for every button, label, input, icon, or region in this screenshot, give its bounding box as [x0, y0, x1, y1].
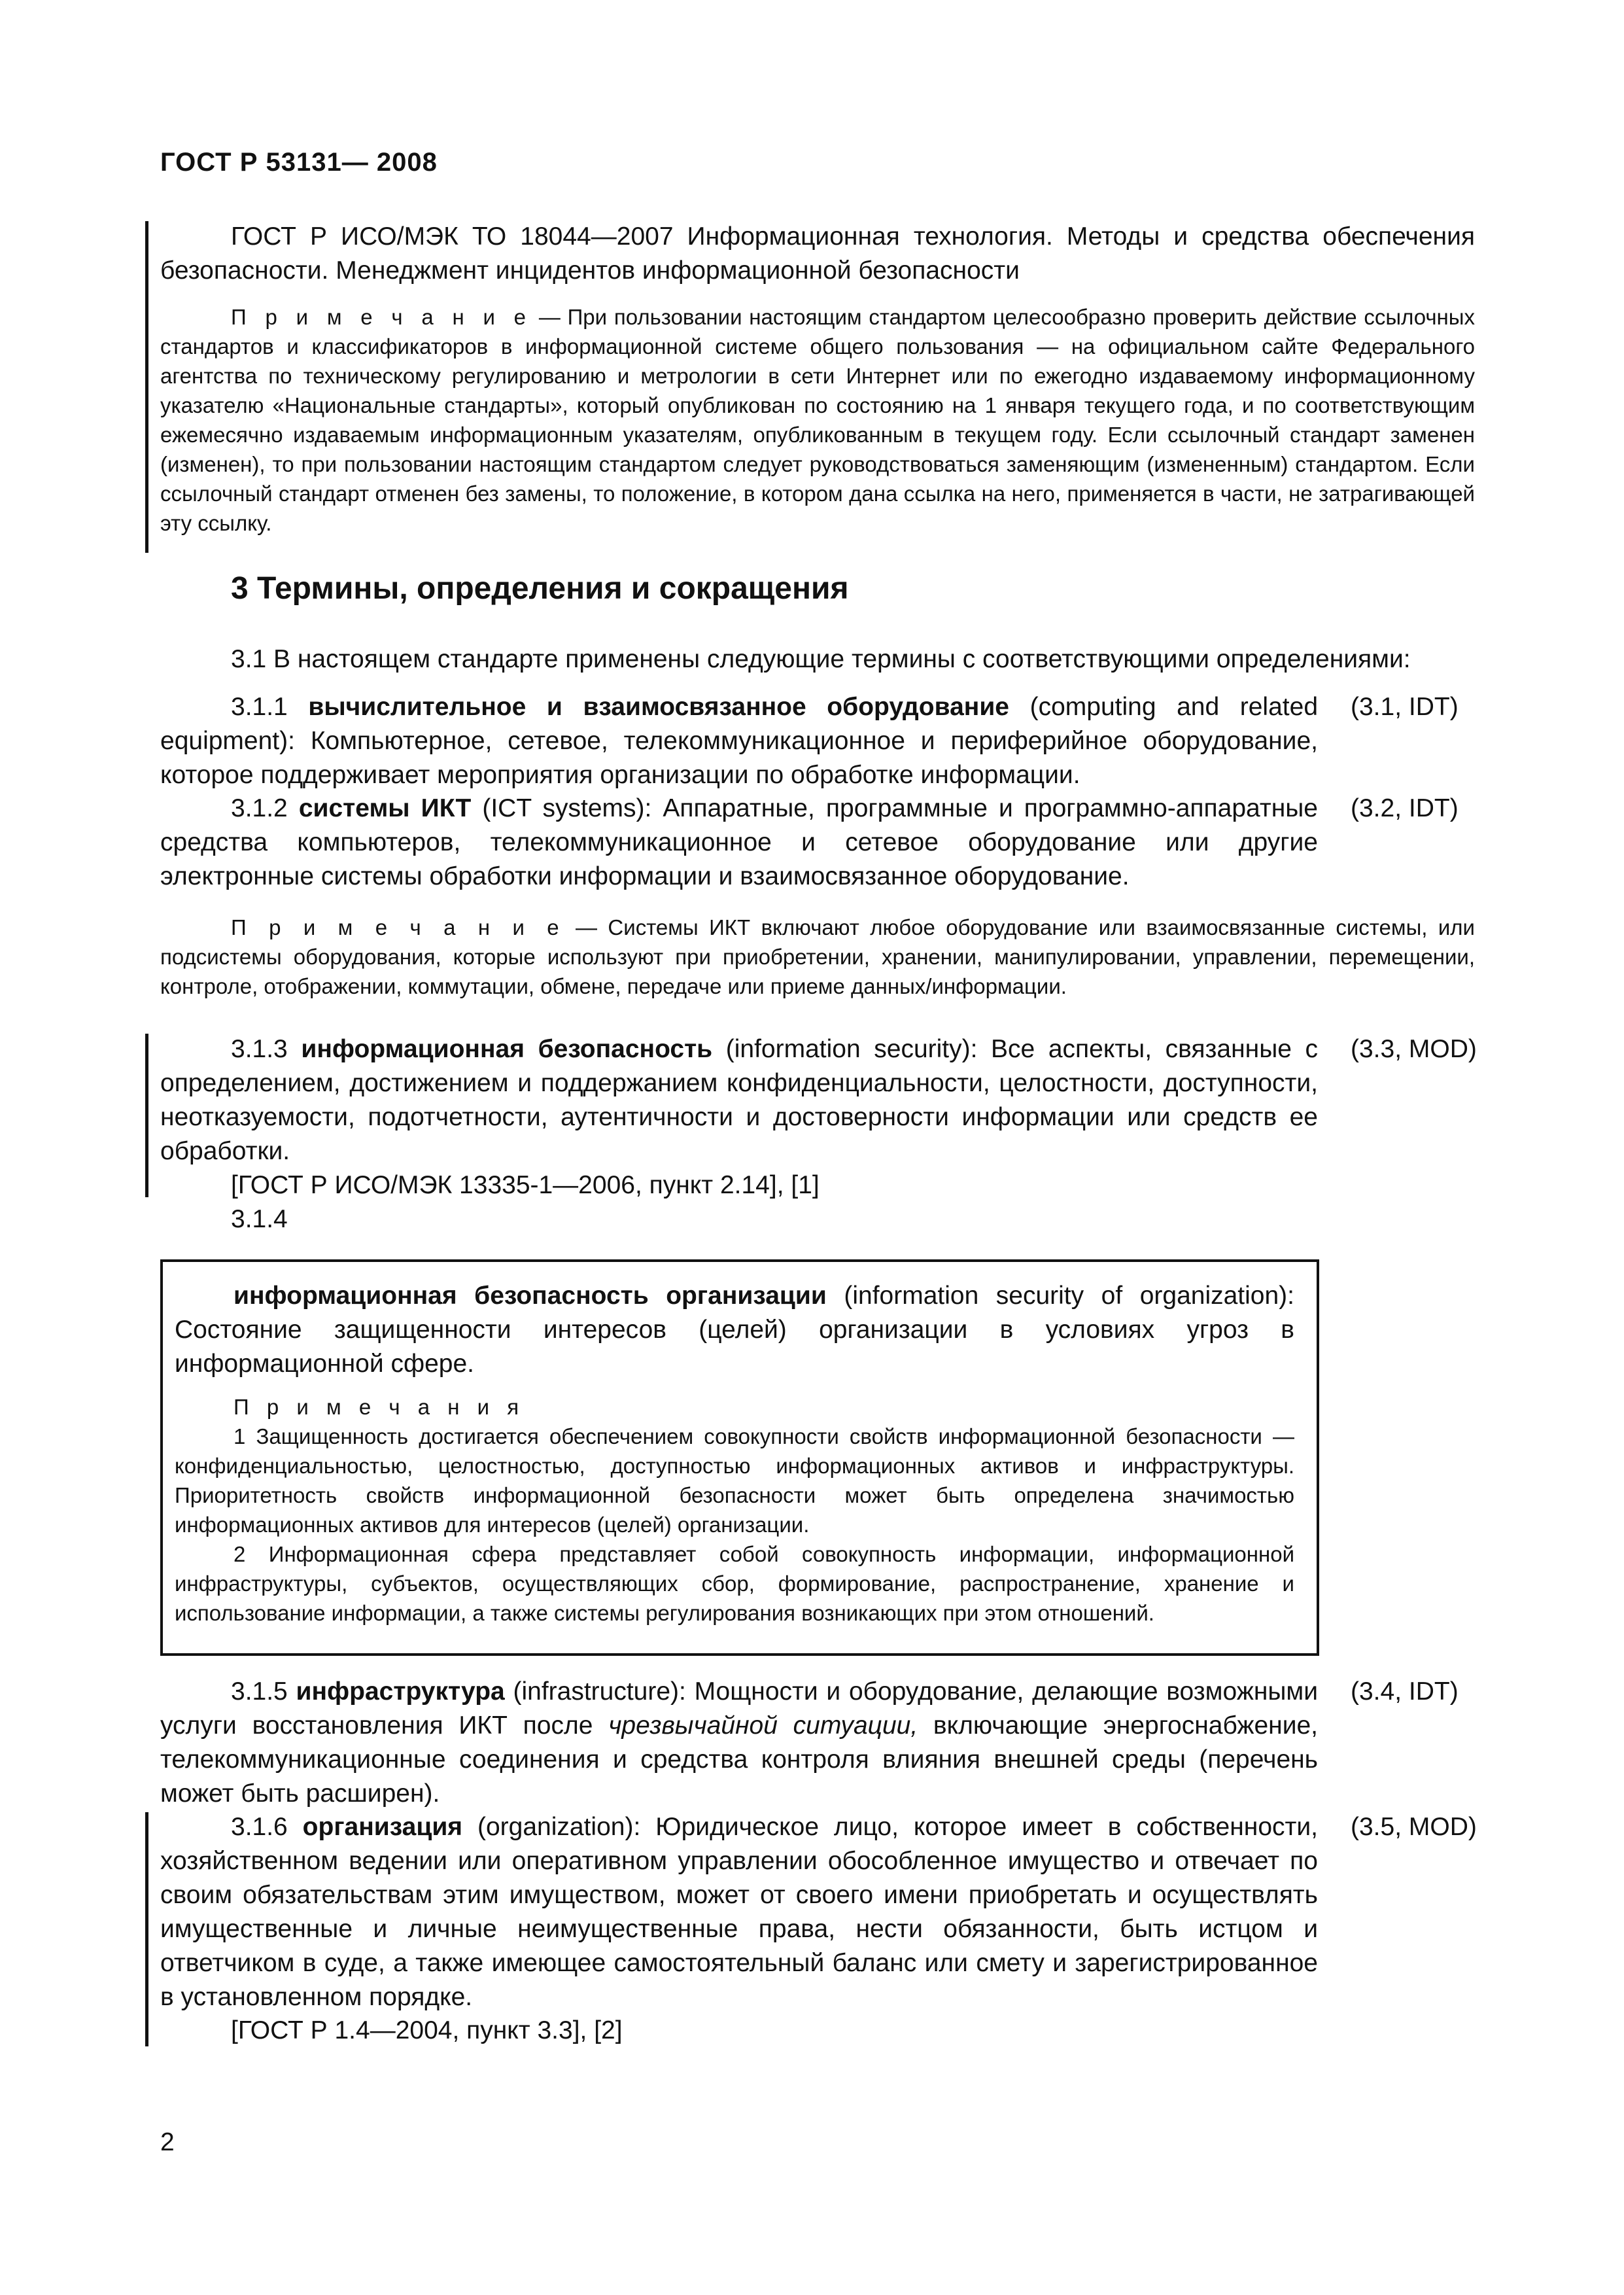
section-title: 3 Термины, определения и сокращения	[231, 571, 849, 606]
note-label: П р и м е ч а н и е	[231, 305, 532, 329]
term-3-1-4-number: 3.1.4	[231, 1205, 288, 1233]
term-name: инфраструктура	[296, 1677, 505, 1706]
term-name: организация	[302, 1813, 463, 1841]
term-3-1-3: 3.1.3 информационная безопасность (information security): Все аспекты, связанные с определением, достижением и поддержанием конфиденциальности, целостности, доступности, неотказуемости, подотчетности, аутентичности и достоверности информации или средств ее обработки. (3.3, MOD)	[160, 1032, 1475, 1168]
term-name: вычислительное и взаимосвязанное оборудование	[308, 693, 1009, 721]
term-3-1-2: 3.1.2 системы ИКТ (ICT systems): Аппаратные, программные и программно-аппаратные средства компьютеров, телекоммуникационное и сетевое оборудование или другие электронные системы обработки информации и взаимосвязанное оборудование. (3.2, IDT)	[160, 792, 1475, 894]
term-name: информационная безопасность	[301, 1035, 713, 1063]
normative-reference	[160, 220, 1475, 288]
page-number: 2	[160, 2128, 175, 2156]
document-header-code: ГОСТ Р 53131— 2008	[160, 148, 438, 177]
notes-label: П р и м е ч а н и я	[233, 1395, 525, 1419]
term-name: информационная безопасность организации	[233, 1282, 827, 1310]
term-3-1-1: 3.1.1 вычислительное и взаимосвязанное оборудование (computing and related equipment): Компьютерное, сетевое, телекоммуникационное и периферийное оборудование, которое поддерживает мероприятия организации по обработке информации. (3.1, IDT)	[160, 690, 1475, 792]
reference-note	[160, 302, 1475, 538]
term-reference: (3.1, IDT)	[1351, 693, 1459, 721]
term-reference: (3.5, MOD)	[1351, 1813, 1477, 1841]
note-label: П р и м е ч а н и е	[231, 915, 565, 939]
reference-text: ГОСТ Р ИСО/МЭК ТО 18044—2007 Информационная технология. Методы и средства обеспечения безопасности. Менеджмент инцидентов информационной безопасности	[160, 222, 1475, 285]
revision-bar	[145, 1034, 148, 1197]
term-3-1-6-source: [ГОСТ Р 1.4—2004, пункт 3.3], [2]	[231, 2016, 623, 2044]
term-3-1-5: 3.1.5 инфраструктура (infrastructure): Мощности и оборудование, делающие возможными услуги восстановления ИКТ после чрезвычайной ситуации, включающие энергоснабжение, телекоммуникационные соединения и средства контроля влияния внешней среды (перечень может быть расширен). (3.4, IDT)	[160, 1675, 1475, 1811]
term-reference: (3.4, IDT)	[1351, 1677, 1459, 1706]
term-reference: (3.2, IDT)	[1351, 794, 1459, 822]
term-3-1-4-frame: информационная безопасность организации (information security of organization): Состояние защищенности интересов (целей) организации в условиях угроз в информационной сфере. П р и м е ч а н и я 1 Защищенность достигается обеспечением совокупности свойств информационной безопасности — конфиденциальностью, целостностью, доступностью информационных активов и инфраструктуры. Приоритетность свойств информационной безопасности может быть определена значимостью информационных активов для интересов (целей) организации. 2 Информационная сфера представляет собой совокупность информации, информационной инфраструктуры, субъектов, осуществляющих сбор, формирование, распространение, хранение и использование информации, а также системы регулирования возникающих при этом отношений.	[160, 1259, 1319, 1656]
term-3-1-3-source: [ГОСТ Р ИСО/МЭК 13335-1—2006, пункт 2.14], [1]	[231, 1171, 820, 1199]
note-2: 2 Информационная сфера представляет собой совокупность информации, информационной инфраструктуры, субъектов, осуществляющих сбор, формирование, распространение, хранение и использование информации, а также системы регулирования возникающих при этом отношений.	[175, 1542, 1294, 1625]
revision-bar	[145, 1812, 148, 2046]
note-1: 1 Защищенность достигается обеспечением совокупности свойств информационной безопасности — конфиденциальностью, целостностью, доступностью информационных активов и инфраструктуры. Приоритетность свойств информационной безопасности может быть определена значимостью информационных активов для интересов (целей) организации.	[175, 1424, 1294, 1537]
term-3-1-6: 3.1.6 организация (organization): Юридическое лицо, которое имеет в собственности, хозяйственном ведении или оперативном управлении обособленное имущество и отвечает по своим обязательствам этим имуществом, может от своего имени приобретать и осуществлять имущественные и личные неимущественные права, нести обязанности, быть истцом и ответчиком в суде, а также имеющее самостоятельный баланс или смету и зарегистрированное в установленном порядке. (3.5, MOD)	[160, 1810, 1475, 2014]
section-intro: 3.1 В настоящем стандарте применены следующие термины с соответствующими определениями:	[231, 645, 1411, 673]
term-name: системы ИКТ	[298, 794, 472, 822]
revision-bar	[145, 221, 148, 553]
term-reference: (3.3, MOD)	[1351, 1035, 1477, 1063]
note-text: — При пользовании настоящим стандартом целесообразно проверить действие ссылочных стандартов и классификаторов в информационной системе общего пользования — на официальном сайте Федерального агентства по техническому регулированию и метрологии в сети Интернет или по ежегодно издаваемому информационному указателю «Национальные стандарты», который опубликован по состоянию на 1 января текущего года, и по соответствующим ежемесячно издаваемым информационным указателям, опубликованным в текущем году. Если ссылочный стандарт заменен (изменен), то при пользовании настоящим стандартом следует руководствоваться заменяющим (измененным) стандартом. Если ссылочный стандарт отменен без замены, то положение, в котором дана ссылка на него, применяется в части, не затрагивающей эту ссылку.	[160, 305, 1475, 535]
term-3-1-2-note: П р и м е ч а н и е — Системы ИКТ включают любое оборудование или взаимосвязанные системы, или подсистемы оборудования, которые используют при приобретении, хранении, манипулировании, управлении, перемещении, контроле, отображении, коммутации, обмене, передаче или приеме данных/информации.	[160, 915, 1475, 998]
